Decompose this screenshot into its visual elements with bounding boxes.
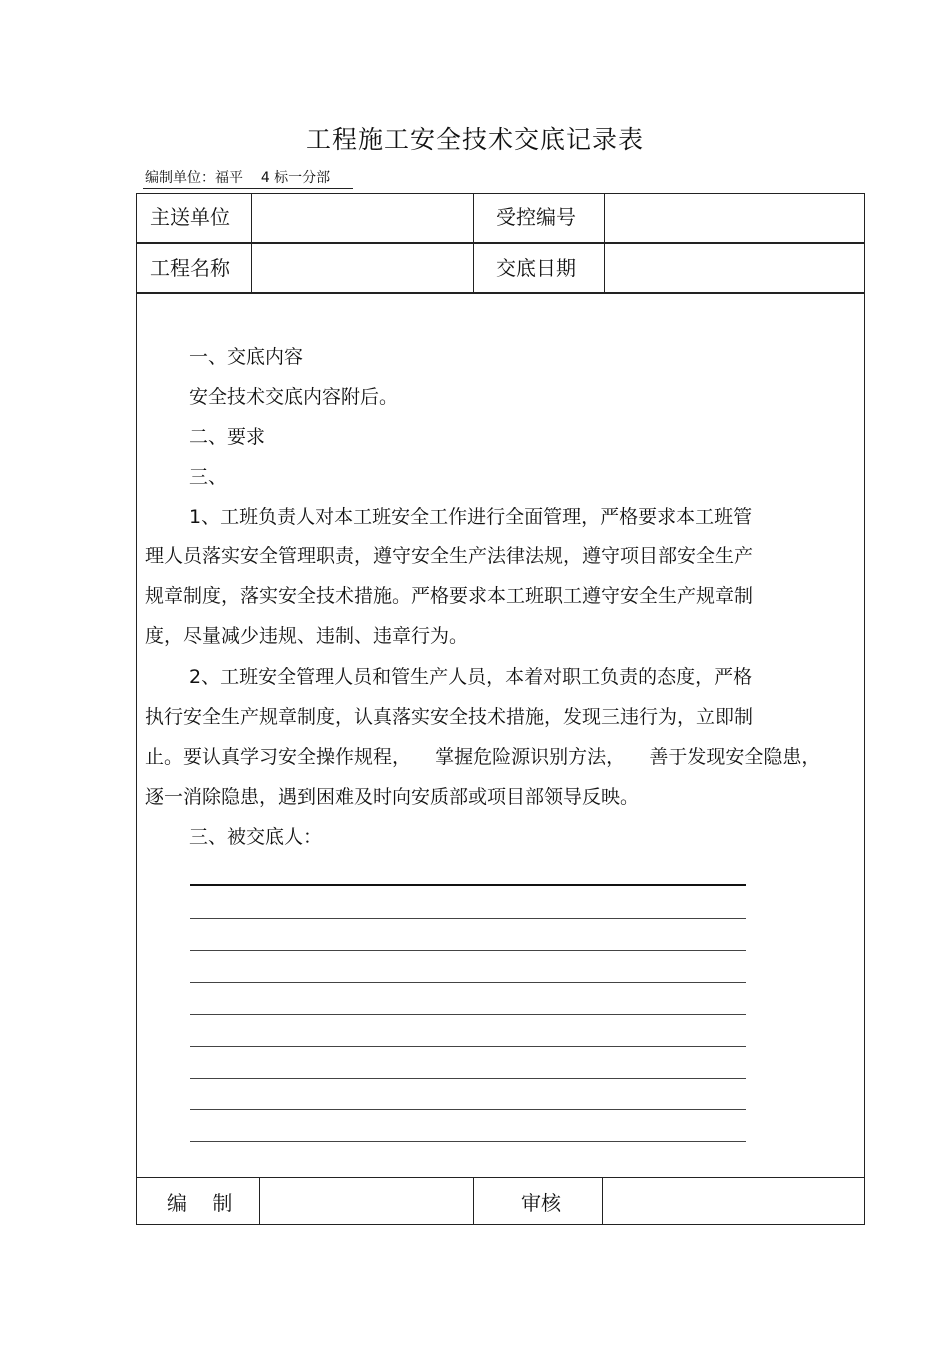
para2-line: 止。要认真学习安全操作规程， 掌握危险源识别方法， 善于发现安全隐患， — [145, 746, 821, 768]
signature-line[interactable] — [190, 884, 746, 886]
compiler-underline — [143, 188, 353, 189]
footer-col-divider-3 — [602, 1177, 603, 1225]
signature-line[interactable] — [190, 1109, 746, 1110]
para2-line: 2、工班安全管理人员和管生产人员，本着对职工负责的态度，严格 — [189, 666, 753, 688]
label-sender-unit: 主送单位 — [150, 205, 230, 229]
header-col-divider-1 — [251, 193, 252, 293]
label-reviewed-by: 审核 — [521, 1191, 561, 1215]
footer-top-divider — [136, 1177, 865, 1178]
signature-line[interactable] — [190, 1046, 746, 1047]
signature-line[interactable] — [190, 1078, 746, 1079]
section2-heading: 二、要求 — [189, 426, 266, 448]
label-briefing-date: 交底日期 — [496, 256, 576, 280]
section1-heading: 一、交底内容 — [189, 346, 304, 368]
recipients-label: 三、被交底人： — [189, 826, 323, 848]
compiler-unit — [145, 168, 330, 188]
signature-line[interactable] — [190, 918, 746, 919]
header-row-divider — [136, 242, 865, 244]
compiler-label: 编制单位：福平 — [145, 170, 243, 186]
label-project-name: 工程名称 — [150, 256, 230, 280]
signature-line[interactable] — [190, 982, 746, 983]
header-bottom-divider — [136, 292, 865, 294]
para1-line: 度，尽量减少违规、违制、违章行为。 — [145, 625, 469, 647]
signature-line[interactable] — [190, 1141, 746, 1142]
section3-mark: 三、 — [189, 466, 228, 488]
para1-line: 1、工班负责人对本工班安全工作进行全面管理，严格要求本工班管 — [189, 506, 753, 528]
section1-text: 安全技术交底内容附后。 — [189, 386, 399, 408]
footer-col-divider-1 — [259, 1177, 260, 1225]
signature-line[interactable] — [190, 950, 746, 951]
para2-line: 逐一消除隐患，遇到困难及时向安质部或项目部领导反映。 — [145, 786, 640, 808]
label-prepared-by: 编 制 — [167, 1191, 233, 1215]
header-col-divider-2 — [473, 193, 474, 293]
para1-line: 理人员落实安全管理职责，遵守安全生产法律法规，遵守项目部安全生产 — [145, 545, 754, 567]
para2-line: 执行安全生产规章制度，认真落实安全技术措施，发现三违行为，立即制 — [145, 706, 754, 728]
header-col-divider-3 — [604, 193, 605, 293]
compiler-value: 4 标一分部 — [260, 170, 331, 186]
signature-line[interactable] — [190, 1014, 746, 1015]
footer-col-divider-2 — [473, 1177, 474, 1225]
page-title: 工程施工安全技术交底记录表 — [305, 125, 644, 154]
para1-line: 规章制度，落实安全技术措施。严格要求本工班职工遵守安全生产规章制 — [145, 585, 754, 607]
label-control-number: 受控编号 — [496, 205, 576, 229]
